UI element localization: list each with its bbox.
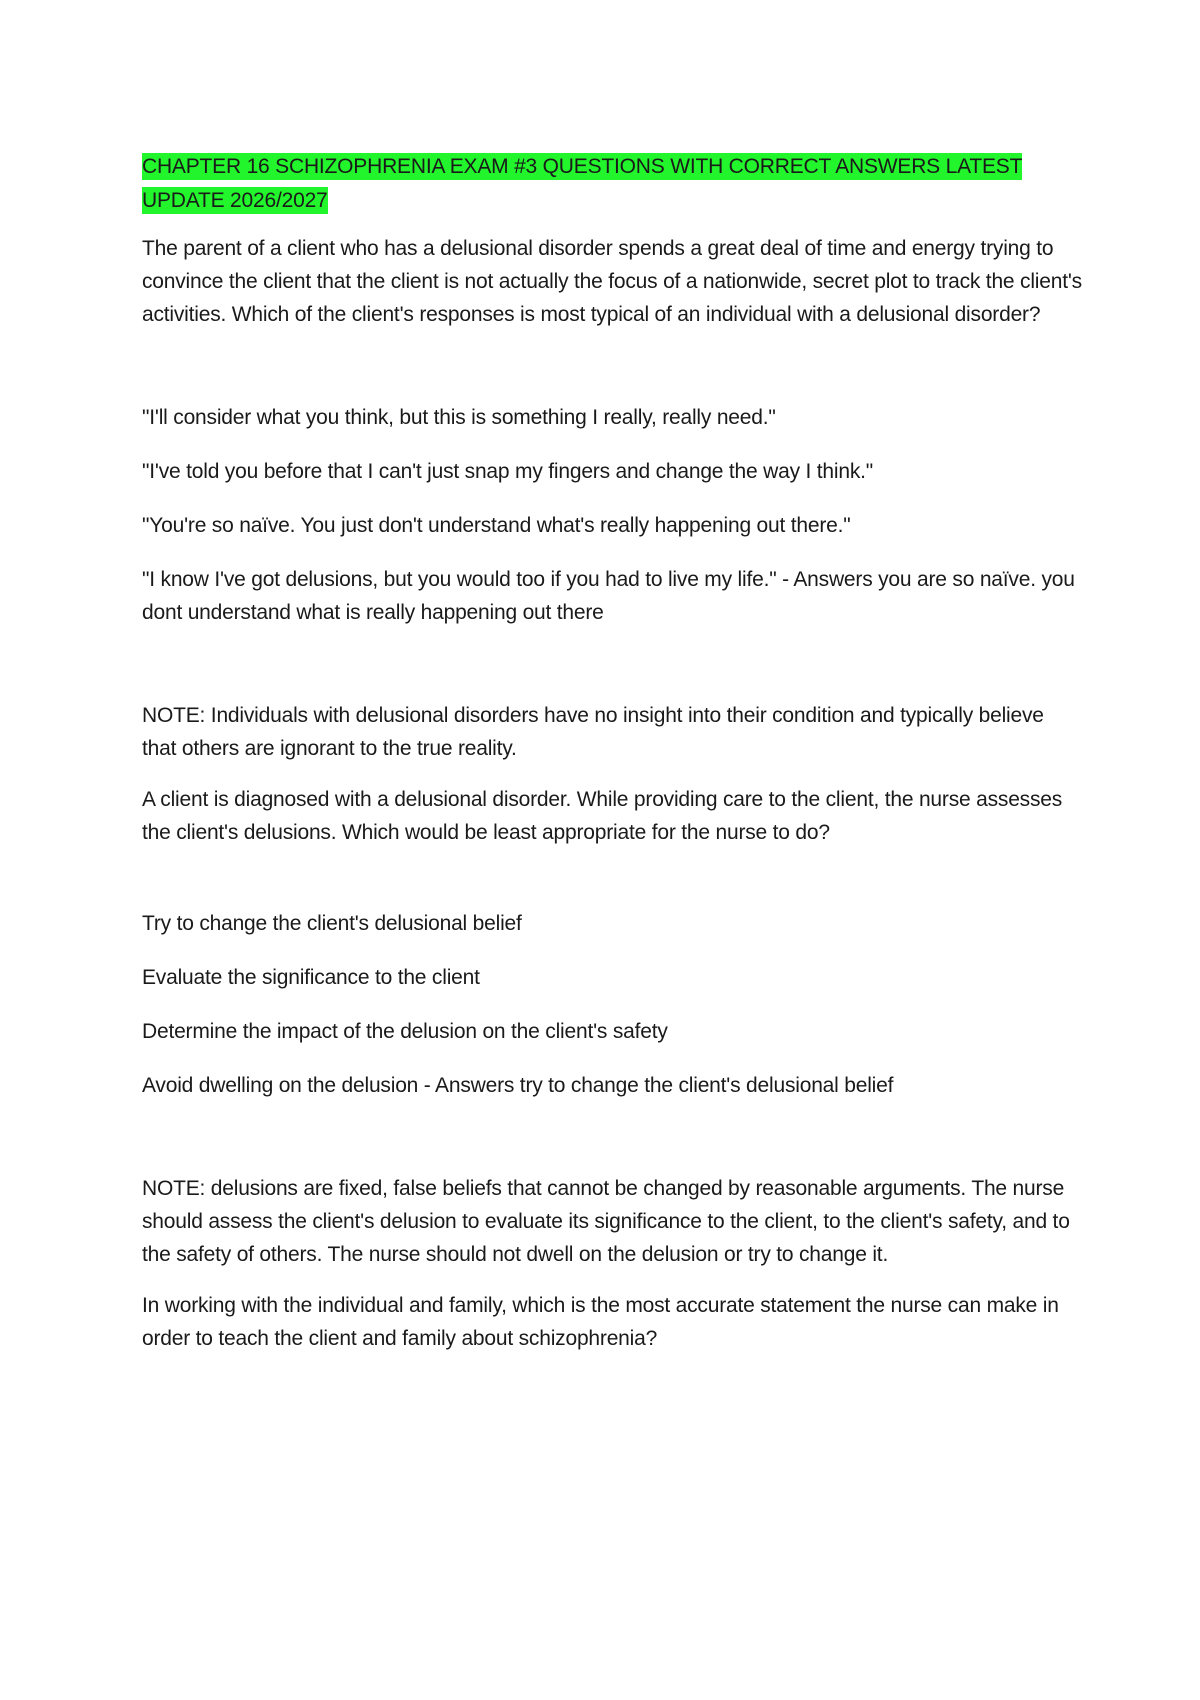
question-1-stem: The parent of a client who has a delusional disorder spends a great deal of time and energy trying to convince the client that the client is not actually the focus of a nationwide, secret plot to track the client's activities. Which of the client's responses is most typical of an individual with a delusional disorder? — [142, 237, 1082, 326]
question-2-option: Evaluate the significance to the client — [142, 966, 480, 989]
question-2-options — [142, 907, 1082, 1102]
question-1-option: "You're so naïve. You just don't understand what's really happening out there." — [142, 514, 851, 537]
question-1-option-with-answer: "I know I've got delusions, but you would too if you had to live my life." - Answers you are so naïve. you dont understand what is really happening out there — [142, 568, 1075, 624]
question-2-option-with-answer: Avoid dwelling on the delusion - Answers try to change the client's delusional belief — [142, 1074, 894, 1097]
question-2-note: NOTE: delusions are fixed, false beliefs that cannot be changed by reasonable arguments. The nurse should assess the client's delusion to evaluate its significance to the client, to the client's safety, and to the safety of others. The nurse should not dwell on the delusion or try to change it. — [142, 1177, 1070, 1266]
question-2-option: Determine the impact of the delusion on the client's safety — [142, 1020, 668, 1043]
question-1-option: "I'll consider what you think, but this is something I really, really need." — [142, 406, 776, 429]
question-3-stem: In working with the individual and family, which is the most accurate statement the nurse can make in order to teach the client and family about schizophrenia? — [142, 1294, 1059, 1350]
question-1-option: "I've told you before that I can't just snap my fingers and change the way I think." — [142, 460, 874, 483]
question-1-note: NOTE: Individuals with delusional disorders have no insight into their condition and typically believe that others are ignorant to the true reality. — [142, 704, 1044, 760]
document-page — [142, 150, 1082, 1373]
question-2-stem: A client is diagnosed with a delusional disorder. While providing care to the client, the nurse assesses the client's delusions. Which would be least appropriate for the nurse to do? — [142, 788, 1063, 844]
question-2-option: Try to change the client's delusional belief — [142, 912, 522, 935]
question-1-options — [142, 401, 1082, 629]
document-title: CHAPTER 16 SCHIZOPHRENIA EXAM #3 QUESTIONS WITH CORRECT ANSWERS LATEST UPDATE 2026/2027 — [142, 155, 1023, 212]
